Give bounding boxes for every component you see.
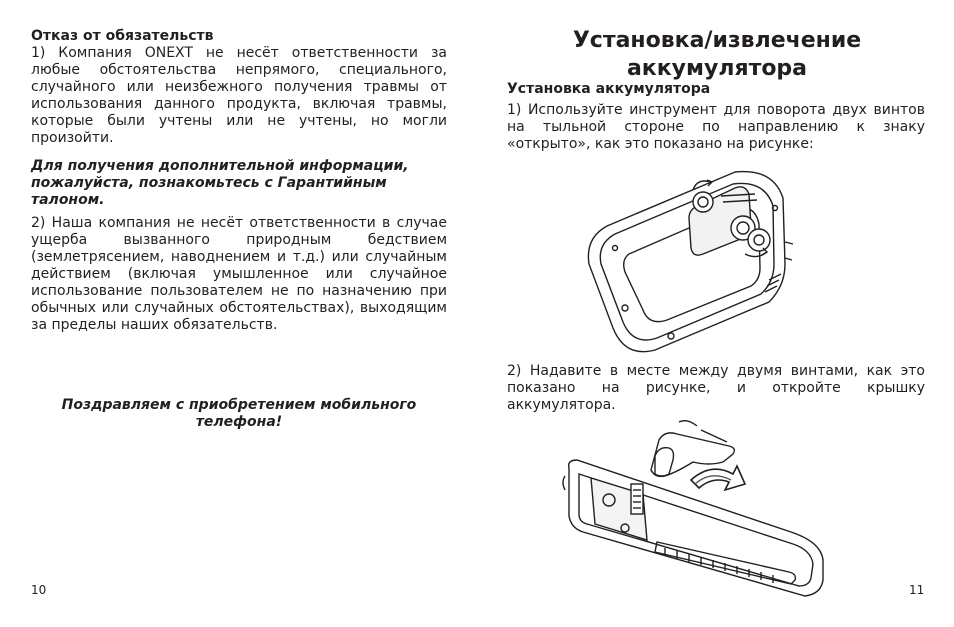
page-number-right: 11 [909,583,925,597]
disclaimer-paragraph-1: 1) Компания ONEXT не несёт ответственности за любые обстоятельства непрямого, специального, случайного или неизбежного получения травмы от использования данного продукта, включая травмы, которые были учтены или не учтены, но могли произойти. [31,45,447,146]
warranty-info-note: Для получения дополнительной информации, пожалуйста, познакомьтесь с Гарантийным талоном. [31,158,409,208]
battery-install-subtitle: Установка аккумулятора [507,81,711,97]
phone-back-screws-illustration [585,168,795,353]
step-2-text: 2) Надавите в месте между двумя винтами, как это показано на рисунке, и откройте крышку аккумулятора. [507,363,925,413]
right-page [477,0,954,627]
page-number-left: 10 [31,583,47,597]
disclaimer-paragraph-2: 2) Наша компания не несёт ответственности в случае ущерба вызванного природным бедствием (землетрясением, наводнением и т.д.) или случайным действием (включая умышленное или случайное использование пользователем не по назначению при обычных или случайных обстоятельствах), выходящим за пределы наших обязательств. [31,215,447,333]
disclaimer-title: Отказ от обязательств [31,28,214,44]
congratulations-text: Поздравляем с приобретением мобильного телефона! [61,397,417,430]
section-title: Установка/извлечение аккумулятора [572,28,862,81]
step-1-text: 1) Используйте инструмент для поворота двух винтов на тыльной стороне по направлению к знаку «открыто», как это показано на рисунке: [507,102,925,152]
phone-open-cover-illustration [561,420,841,600]
